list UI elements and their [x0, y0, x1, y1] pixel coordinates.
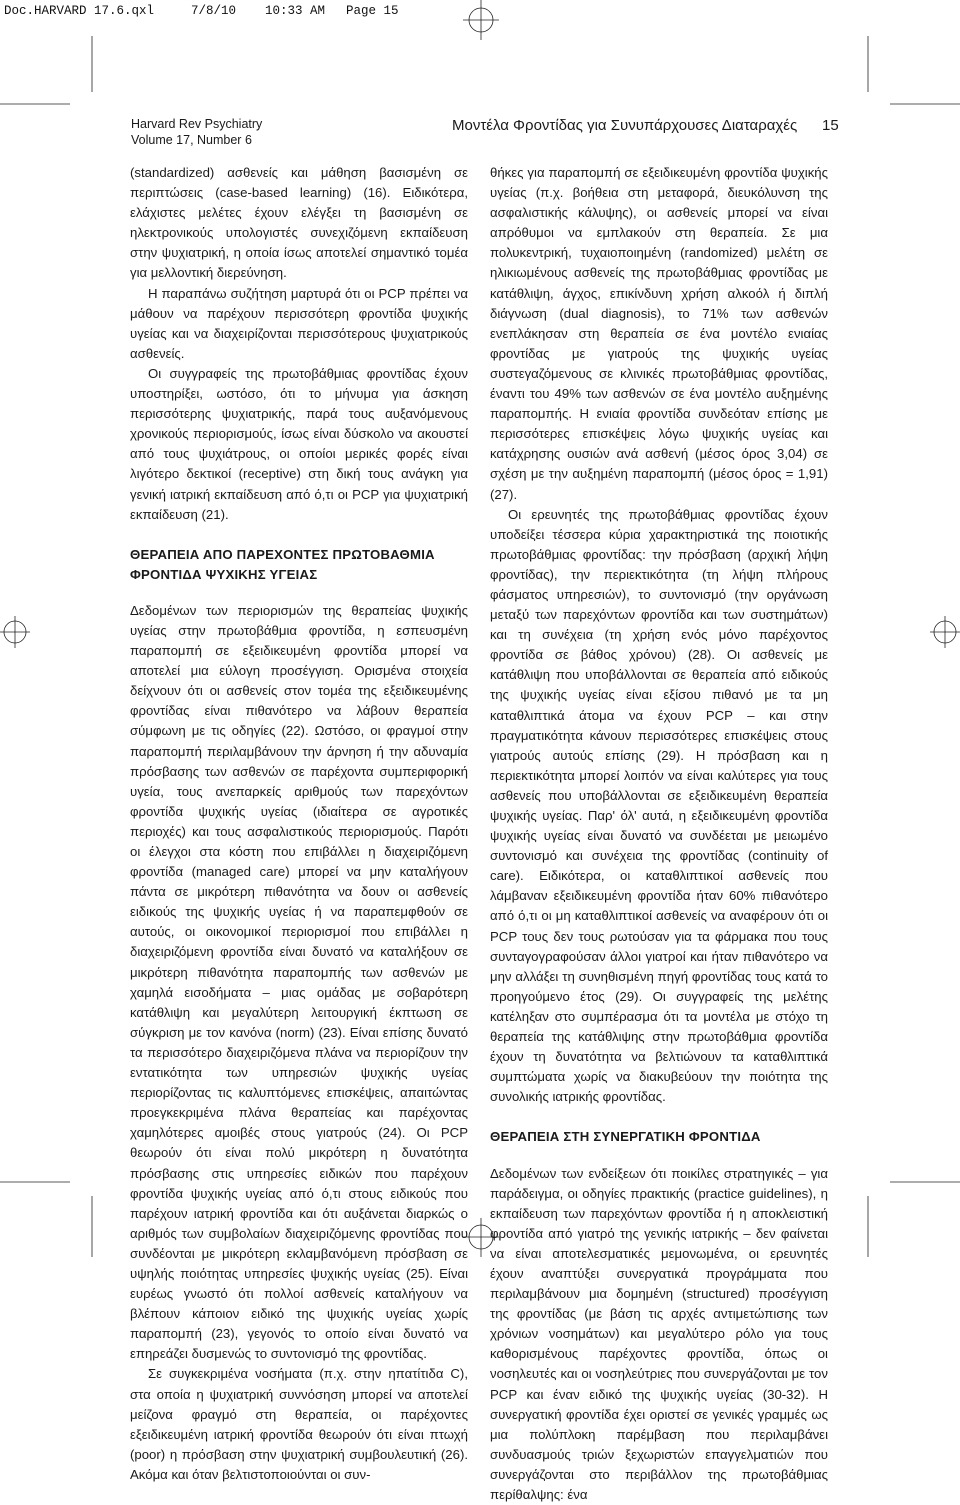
- left-column: [130, 163, 468, 1485]
- slug-filename: Doc.HARVARD 17.6.qxl: [4, 0, 154, 22]
- paragraph: θήκες για παραπομπή σε εξειδικευμένη φροντίδα ψυχικής υγείας (π.χ. βοήθεια στη μεταφορά, διευκόλυνση της ασφαλιστικής κάλυψης), οι ασθενείς μπορεί να είναι απρόθυμοι να εμπλακούν στη θεραπεία. Σε μια πολυκεντρική, τυχαιοποιημένη (randomized) μελέτη σε ηλικιωμένους ασθενείς της πρωτοβάθμιας φροντίδας με κατάθλιψη, άγχος, επικίνδυνη χρήση αλκοόλ ή διπλή διάγνωση (dual diagnosis), το 71% των ασθενών ενεπλάκησαν στη θεραπεία σε ένα μοντέλο ενιαίας φροντίδας με γιατρούς της ψυχικής υγείας συστεγαζόμενους σε κλινικές πρωτοβάθμιας φροντίδας, έναντι του 49% των ασθενών σε ένα μοντέλο αυξημένης παραπομπής. Η ενιαία φροντίδα συνδεόταν επίσης με περισσότερες επισκέψεις λόγω ψυχικής υγείας και κατάχρησης ουσιών ανά ασθενή (μέσος όρος 3,04) σε σχέση με την αυξημένη παραπομπή (μέσος όρος = 1,91) (27).: [490, 163, 828, 505]
- registration-mark-left: [0, 612, 30, 652]
- crop-mark-top-left: [0, 36, 100, 126]
- running-title: Μοντέλα Φροντίδας για Συνυπάρχουσες Διαταραχές: [452, 116, 797, 136]
- right-column: [490, 163, 828, 1505]
- page-number: 15: [822, 116, 839, 136]
- paragraph: Δεδομένων των περιορισμών της θεραπείας ψυχικής υγείας στην πρωτοβάθμια φροντίδα, η εσπευσμένη παραπομπή σε εξειδικευμένη φροντίδα μπορεί να αποτελεί μια εύλογη προσέγγιση. Ορισμένα στοιχεία δείχνουν ότι οι ασθενείς στον τομέα της εξειδικευμένης φροντίδας είναι πιθανότερο να λάβουν θεραπεία σύμφωνη με τις οδηγίες (22). Ωστόσο, οι φραγμοί στην παραπομπή περιλαμβάνουν την άρνηση ή την αδυναμία πρόσβασης των ασθενών σε παρέχοντα συμπεριφορική υγεία, τους ανεπαρκείς αριθμούς των παρεχόντων φροντίδα ψυχικής υγείας (ιδιαίτερα σε αγροτικές περιοχές) και τους ασφαλιστικούς περιορισμούς. Παρότι οι έλεγχοι στα κόστη που επιβάλλει η διαχειριζόμενη φροντίδα (managed care) μπορεί να μην καταλήγουν πάντα σε μικρότερη πιθανότητα να δουν οι ασθενείς ειδικούς της ψυχικής υγείας ή να παραπεμφθούν σε αυτούς, οι οικονομικοί περιορισμοί που επιβάλλει η διαχειριζόμενη φροντίδα είναι δυνατό να καταλήξουν σε μικρότερη πιθανότητα παραπομπής των ασθενών με χαμηλά εισοδήματα – μιας ομάδας με σοβαρότερη κατάθλιψη και μεγαλύτερη λειτουργική έκπτωση σε σύγκριση με τον κανόνα (norm) (23). Είναι επίσης δυνατό τα περισσότερο διαχειριζόμενα πλάνα να περιορίζουν την εντατικότητα των υπηρεσιών ψυχικής υγείας περιορίζοντας τις καλυπτόμενες επισκέψεις, απαιτώντας προεγκεκριμένα πλάνα θεραπείας και παρέχοντας χαμηλότερες αμοιβές στους γιατρούς (24). Οι PCP θεωρούν ότι είναι πολύ μικρότερη η δυνατότητα πρόσβασης στις υπηρεσίες ειδικών που παρέχουν φροντίδα ψυχικής υγείας από ό,τι στους ειδικούς που παρέχουν ιατρική φροντίδα και ότι αυξάνεται διαρκώς ο αριθμός των συμβολαίων διαχειριζόμενης φροντίδας που συνδέονται με μικρότερη εκλαμβανόμενη πρόσβαση σε υψηλής ποιότητας υπηρεσίες ψυχικής υγείας (25). Είναι ευρέως γνωστό ότι πολλοί ασθενείς καταλήγουν να βλέπουν κάποιον ειδικό της ψυχικής υγείας χωρίς παραπομπή (23), γεγονός το οποίο είναι δυνατό να επηρεάζει δυσμενώς το συντονισμό της φροντίδας.: [130, 601, 468, 1365]
- crop-mark-bottom-right: [860, 1160, 960, 1257]
- paragraph: Οι συγγραφείς της πρωτοβάθμιας φροντίδας έχουν υποστηρίξει, ωστόσο, ότι το μήνυμα για άσκηση περισσότερης ψυχιατρικής, παρά τους αυξανόμενους χρονικούς περιορισμούς, ίσως είναι δύσκολο να ακουστεί από τους ψυχιάτρους, οι οποίοι μερικές φορές είναι λιγότερο δεκτικοί (receptive) στη δική τους ανάγκη για γενική ιατρική εκπαίδευση από ό,τι οι PCP για ψυχιατρική εκπαίδευση (21).: [130, 364, 468, 525]
- section-heading: ΘΕΡΑΠΕΙΑ ΑΠΟ ΠΑΡΕΧΟΝΤΕΣ ΠΡΩΤΟΒΑΘΜΙΑ ΦΡΟΝΤΙΔΑ ΨΥΧΙΚΗΣ ΥΓΕΙΑΣ: [130, 545, 468, 585]
- paragraph: Οι ερευνητές της πρωτοβάθμιας φροντίδας έχουν υποδείξει τέσσερα κύρια χαρακτηριστικά της ποιοτικής πρωτοβάθμιας φροντίδας: την πρόσβαση (αρχική λήψη φροντίδας), την περιεκτικότητα (τη λήψη πλήρους φάσματος υπηρεσιών), το συντονισμό (την οργάνωση μεταξύ των παρεχόντων φροντίδα και των συστημάτων) και τη συνέχεια (τη χρήση ενός μόνο παρέχοντος φροντίδα σε βάθος χρόνου) (28). Οι ασθενείς με κατάθλιψη που υποβάλλονται σε θεραπεία από ειδικούς της ψυχικής υγείας είναι εξίσου πιθανό με τα μη καταθλιπτικά άτομα να έχουν PCP – και στην πραγματικότητα κάνουν περισσότερες επισκέψεις στους γιατρούς αυτούς επίσης (29). Η πρόσβαση και η περιεκτικότητα μπορεί λοιπόν να είναι καλύτερες για τους ασθενείς που υποβάλλονται σε εξειδικευμένη θεραπεία ψυχικής υγείας. Παρ' όλ' αυτά, η εξειδικευμένη φροντίδα ψυχικής υγείας είναι δυνατό να συνδέεται με μειωμένο συντονισμό και συνέχεια της φροντίδας (continuity of care). Ειδικότερα, οι καταθλιπτικοί ασθενείς που λάμβαναν εξειδικευμένη φροντίδα ήταν 60% πιθανότερο από ό,τι οι μη καταθλιπτικοί ασθενείς να αναφέρουν ότι οι PCP τους δεν τους ρωτούσαν για τα φάρμακα που τους συνταγογραφούσαν άλλοι γιατροί και ήταν πιθανότερο να μην αλλάξει τη συνηθισμένη πηγή φροντίδας τους κατά το προηγούμενο έτος (29). Οι συγγραφείς της μελέτης κατέληξαν στο συμπέρασμα ότι τα μοντέλα με στόχο τη θεραπεία της κατάθλιψης στην πρωτοβάθμια φροντίδα έχουν τη δυνατότητα να βελτιώνουν τα καταθλιπτικά συμπτώματα χωρίς να διακυβεύουν την ποιότητα της συνολικής ιατρικής φροντίδας.: [490, 505, 828, 1108]
- paragraph: Σε συγκεκριμένα νοσήματα (π.χ. στην ηπατίτιδα C), στα οποία η ψυχιατρική συννόσηση μπορεί να αποτελεί μείζονα φραγμό στη θεραπεία, οι παρέχοντες εξειδικευμένη ιατρική φροντίδα θεωρούν ότι είναι πτωχή (poor) η πρόσβαση στην ψυχιατρική συμβουλευτική (26). Ακόμα και όταν βελτιστοποιούνται οι συν-: [130, 1364, 468, 1485]
- section-heading: ΘΕΡΑΠΕΙΑ ΣΤΗ ΣΥΝΕΡΓΑΤΙΚΗ ΦΡΟΝΤΙΔΑ: [490, 1127, 828, 1147]
- journal-name: Harvard Rev Psychiatry: [131, 116, 262, 132]
- journal-info: [131, 116, 262, 148]
- slug-time: 10:33 AM: [265, 0, 325, 22]
- journal-volume: Volume 17, Number 6: [131, 132, 262, 148]
- paragraph: Δεδομένων των ενδείξεων ότι ποικίλες στρατηγικές – για παράδειγμα, οι οδηγίες πρακτικής (practice guidelines), η εκπαίδευση των παρεχόντων φροντίδα ή η αποκλειστική φροντίδα από γιατρό της γενικής ιατρικής – δεν φαίνεται να είναι αποτελεσματικές μεμονωμένα, οι ερευνητές έχουν αναπτύξει συνεργατικά προγράμματα που περιλαμβάνουν μια δομημένη (structured) προσέγγιση της φροντίδας (με βάση τις αρχές αντιμετώπισης των χρόνιων νοσημάτων) και μεγαλύτερο ρόλο για τους καθορισμένους παρέχοντες φροντίδα, όπως οι νοσηλευτές και οι νοσηλεύτριες που συνεργάζονται με τον PCP και έναν ειδικό της ψυχικής υγείας (30-32). Η συνεργατική φροντίδα έχει οριστεί σε γενικές γραμμές ως μια πολύπλοκη παρέμβαση που περιλαμβάνει συνδυασμούς τριών ξεχωριστών επαγγελματιών που συνεργάζονται στο περιβάλλον της πρωτοβάθμιας περίθαλψης: ένα: [490, 1164, 828, 1505]
- slug-page: Page 15: [346, 0, 399, 22]
- registration-mark-top: [463, 0, 499, 40]
- crop-mark-bottom-left: [0, 1160, 100, 1257]
- registration-mark-right: [930, 612, 960, 652]
- paragraph: Η παραπάνω συζήτηση μαρτυρά ότι οι PCP πρέπει να μάθουν να παρέχουν περισσότερη φροντίδα ψυχικής υγείας και να διαχειρίζονται περισσότερους ψυχιατρικούς ασθενείς.: [130, 284, 468, 364]
- paragraph: (standardized) ασθενείς και μάθηση βασισμένη σε περιπτώσεις (case-based learning) (16). Ειδικότερα, ελάχιστες μελέτες έχουν ελέγξει τη βασισμένη σε ηλεκτρονικούς υπολογιστές συνεχιζόμενη εκπαίδευση στην ψυχιατρική, η οποία ίσως αποτελεί σημαντικό τομέα για μελλοντική διερεύνηση.: [130, 163, 468, 284]
- crop-mark-top-right: [860, 36, 960, 126]
- slug-date: 7/8/10: [191, 0, 236, 22]
